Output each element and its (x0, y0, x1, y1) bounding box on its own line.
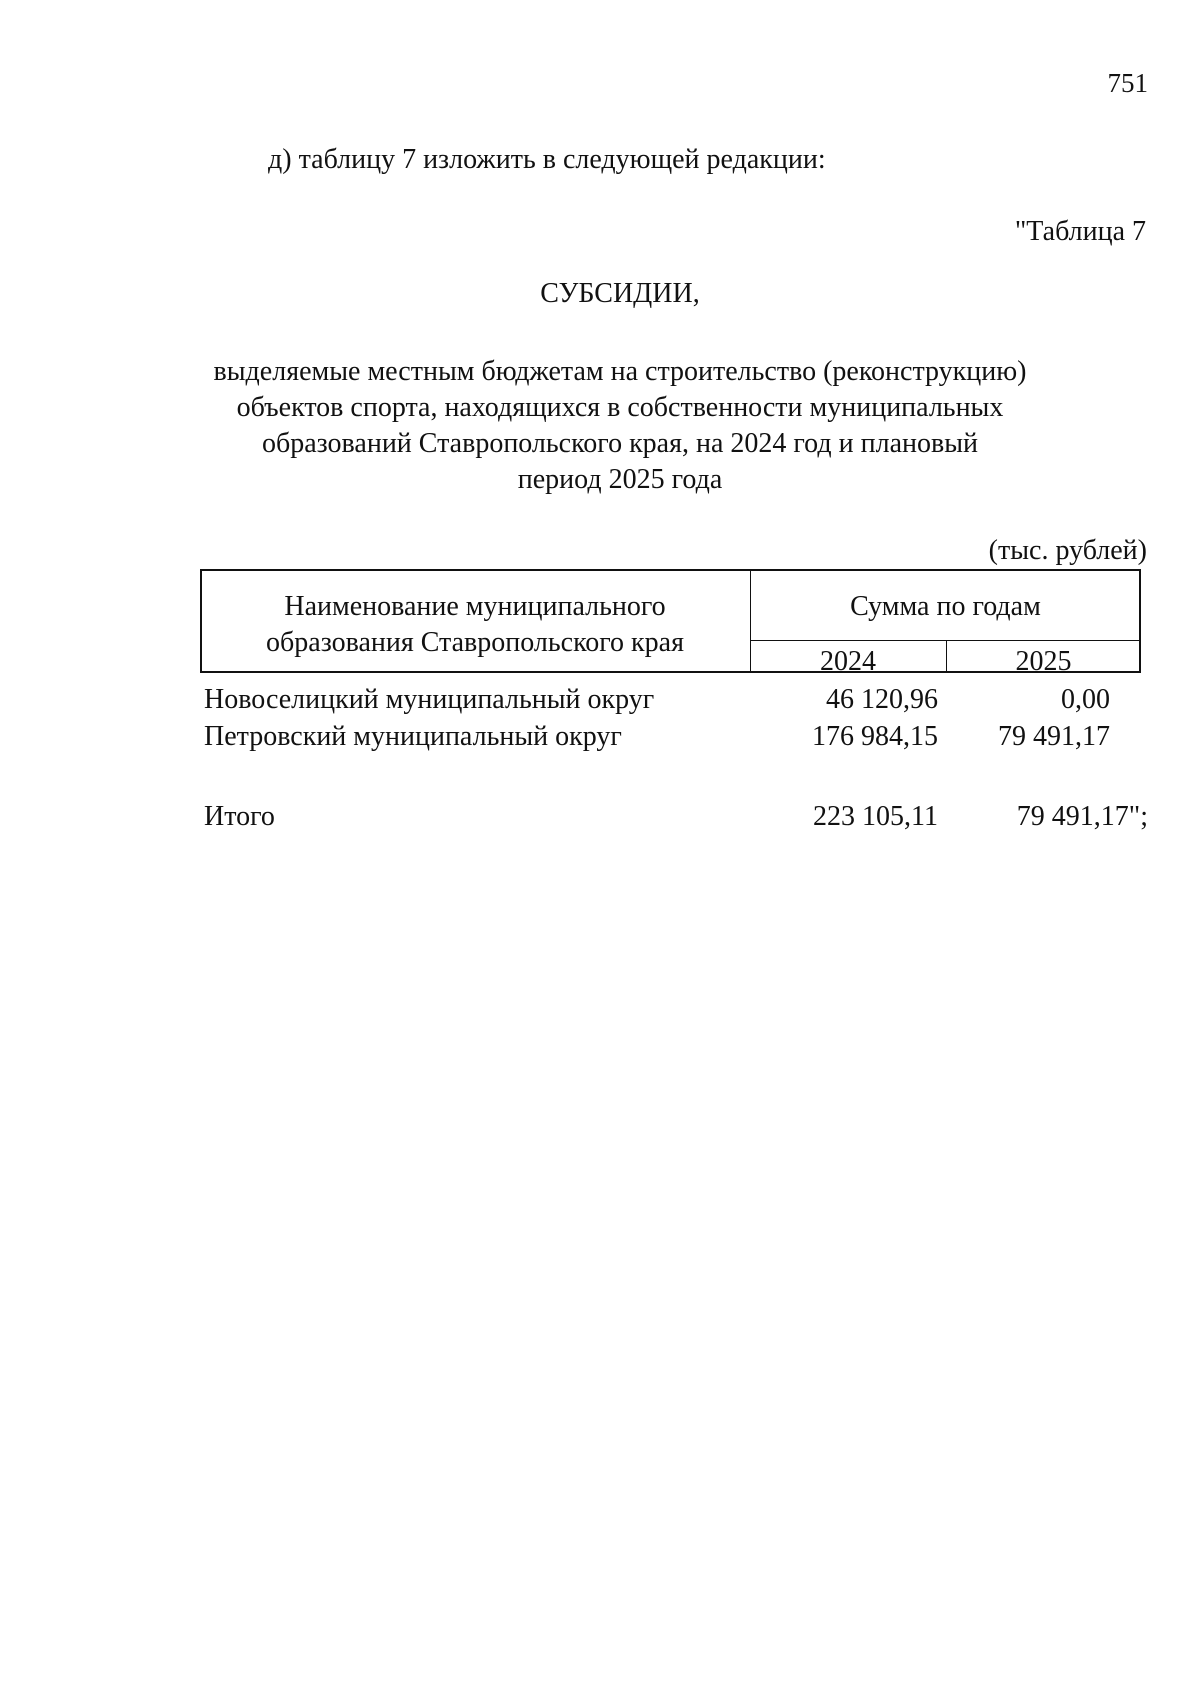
intro-text: д) таблицу 7 изложить в следующей редакции: (268, 144, 826, 175)
year-header: 2024 (820, 646, 876, 677)
subtitle-line: образований Ставропольского края, на 2024 год и плановый (261, 428, 978, 459)
units-label: (тыс. рублей) (988, 535, 1147, 566)
table-row-name: Петровский муниципальный округ (204, 721, 622, 752)
table-row-value-2024: 176 984,15 (812, 721, 938, 752)
table-row-value-2024: 46 120,96 (826, 684, 938, 715)
year-header: 2025 (1015, 646, 1072, 677)
table-row-value-2025: 79 491,17 (998, 721, 1110, 752)
table-label: "Таблица 7 (1014, 216, 1146, 247)
subtitle-line: период 2025 года (517, 464, 723, 495)
total-label: Итого (204, 801, 275, 832)
table-row-name: Новоселицкий муниципальный округ (204, 684, 655, 715)
document-title: СУБСИДИИ, (540, 278, 700, 309)
subtitle-line: объектов спорта, находящихся в собственности муниципальных (236, 392, 1004, 423)
total-value-2024: 223 105,11 (813, 801, 938, 832)
page-number: 751 (1107, 68, 1148, 98)
name-column-header: образования Ставропольского края (266, 627, 684, 658)
sum-column-header: Сумма по годам (850, 591, 1041, 622)
subtitle-line: выделяемые местным бюджетам на строительство (реконструкцию) (213, 356, 1027, 387)
total-value-2025: 79 491,17"; (1016, 801, 1148, 832)
table-row-value-2025: 0,00 (1061, 684, 1110, 715)
name-column-header: Наименование муниципального (284, 591, 666, 622)
